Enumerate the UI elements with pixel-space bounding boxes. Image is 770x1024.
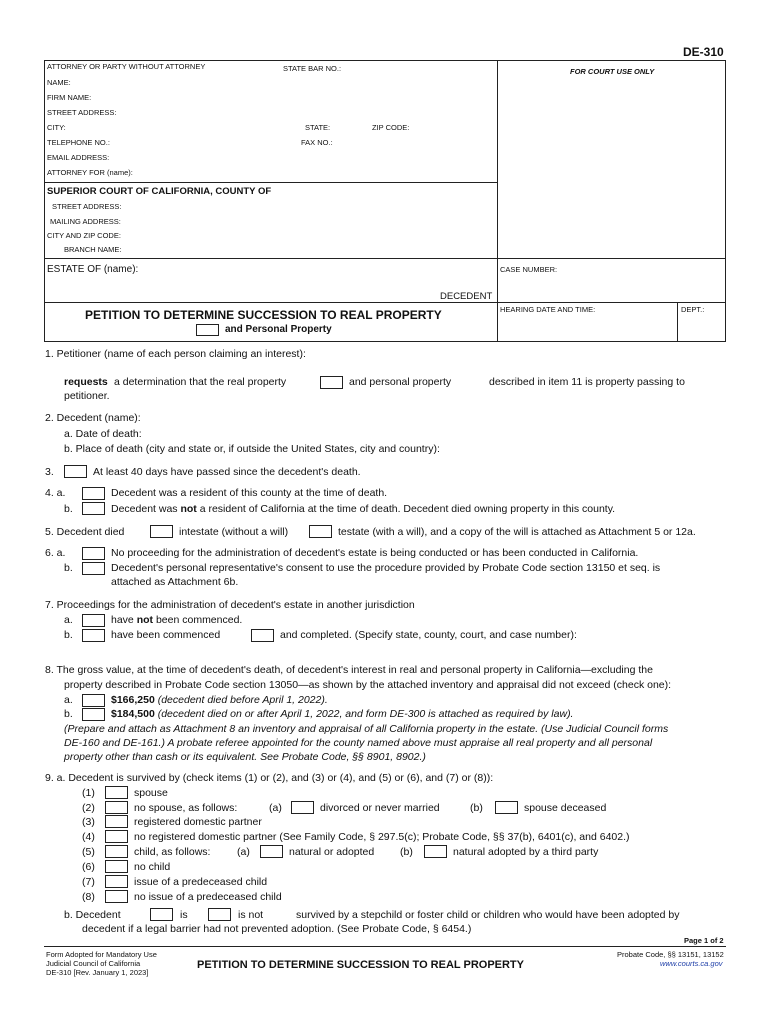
phone-label[interactable]: TELEPHONE NO.: bbox=[47, 138, 110, 147]
court-use-label: FOR COURT USE ONLY bbox=[570, 67, 655, 76]
item9-7-text: issue of a predeceased child bbox=[134, 876, 268, 888]
no-domestic-partner-checkbox[interactable] bbox=[105, 830, 128, 843]
footer-url-link[interactable]: www.courts.ca.gov bbox=[660, 959, 723, 968]
item4b-number: b. bbox=[64, 503, 73, 515]
personal-property-checkbox[interactable] bbox=[196, 324, 219, 336]
court-street-label[interactable]: STREET ADDRESS: bbox=[52, 202, 122, 211]
item9-6-number: (6) bbox=[82, 861, 95, 873]
item5a-text-inner: intestate (without a will) bbox=[179, 526, 289, 538]
court-title: SUPERIOR COURT OF CALIFORNIA, COUNTY OF bbox=[47, 186, 272, 197]
case-number-label[interactable]: CASE NUMBER: bbox=[500, 265, 558, 274]
name-label[interactable]: NAME: bbox=[47, 78, 71, 87]
header-right-border bbox=[725, 60, 726, 342]
item4-number: 4. a. bbox=[45, 487, 66, 499]
footer-adopted3: DE-310 [Rev. January 1, 2023] bbox=[46, 968, 149, 977]
item9-5b-text: natural adopted by a third party bbox=[453, 846, 599, 858]
item7b-text: have been commenced bbox=[111, 629, 221, 641]
item4b-not: not bbox=[180, 503, 197, 515]
dept-divider bbox=[677, 302, 678, 342]
item6-number: 6. a. bbox=[45, 547, 66, 559]
item4a-text: Decedent was a resident of this county at the time of death. bbox=[111, 487, 388, 499]
item9-2b-text: spouse deceased bbox=[524, 802, 607, 814]
item8a-amount: $166,250 bbox=[111, 694, 155, 706]
item4b-text-1: Decedent was bbox=[111, 503, 178, 515]
item9-2-text: no spouse, as follows: bbox=[134, 802, 238, 814]
item8a-text bbox=[111, 694, 328, 706]
item7-label: 7. Proceedings for the administration of decedent's estate in another jurisdiction bbox=[45, 599, 415, 611]
item9b-text2-inner: decedent if a legal barrier had not prevented adoption. (See Probate Code, § 6454.) bbox=[82, 923, 472, 935]
item9-5a-text: natural or adopted bbox=[289, 846, 375, 858]
item9-3-number: (3) bbox=[82, 816, 95, 828]
item9-3-text: registered domestic partner bbox=[134, 816, 262, 828]
item9b-is-not: is not bbox=[238, 909, 264, 921]
item1-label: 1. Petitioner (name of each person claiming an interest): bbox=[45, 348, 306, 360]
stepchild-is-checkbox[interactable] bbox=[150, 908, 173, 921]
item9-2a-number: (a) bbox=[269, 802, 282, 814]
court-section-border bbox=[44, 182, 498, 183]
item8b-text bbox=[111, 708, 573, 720]
item2b-label: b. Place of death (city and state or, if outside the United States, city and country): bbox=[64, 443, 440, 455]
item6b-number: b. bbox=[64, 562, 73, 574]
item9-7-number: (7) bbox=[82, 876, 95, 888]
title-left-border bbox=[44, 302, 45, 342]
item9-5-number: (5) bbox=[82, 846, 95, 858]
zip-label[interactable]: ZIP CODE: bbox=[372, 123, 410, 132]
email-label[interactable]: EMAIL ADDRESS: bbox=[47, 153, 110, 162]
court-city-label[interactable]: CITY AND ZIP CODE: bbox=[47, 231, 121, 240]
footer-adopted2: Judicial Council of California bbox=[46, 959, 141, 968]
item9b-text2 bbox=[82, 923, 471, 935]
item5a-text bbox=[179, 526, 288, 538]
item6b-checkbox[interactable] bbox=[82, 562, 105, 575]
item9-4-text: no registered domestic partner (See Family Code, § 297.5(c); Probate Code, §§ 37(b), 6401(c), and 6402.) bbox=[134, 831, 630, 843]
item9-8-text: no issue of a predeceased child bbox=[134, 891, 282, 903]
item7a-text-2: been commenced. bbox=[155, 614, 243, 626]
header-bottom-border bbox=[44, 341, 726, 342]
no-issue-checkbox[interactable] bbox=[105, 890, 128, 903]
form-title: PETITION TO DETERMINE SUCCESSION TO REAL PROPERTY bbox=[85, 308, 442, 322]
item6b-text: Decedent's personal representative's consent to use the procedure provided by Probate Code section 13150 et seq. is bbox=[111, 562, 661, 574]
item9-label: 9. a. Decedent is survived by (check items (1) or (2), and (3) or (4), and (5) or (6), and (7) or (8)): bbox=[45, 772, 494, 784]
no-spouse-checkbox[interactable] bbox=[105, 801, 128, 814]
estate-section-border bbox=[44, 258, 726, 259]
item8-para3: property other than cash or its equivalent. See Probate Code, §§ 8901, 8902.) bbox=[64, 751, 426, 763]
item8b-number: b. bbox=[64, 708, 73, 720]
title-section-border bbox=[44, 302, 726, 303]
item1-requests: requests bbox=[64, 376, 108, 388]
estate-label-text: ESTATE OF (name): bbox=[47, 264, 139, 275]
item7c-text: and completed. (Specify state, county, court, and case number): bbox=[280, 629, 577, 641]
item8-line2: property described in Probate Code section 13050—as shown by the attached inventory and appraisal did not exceed (check one): bbox=[64, 679, 672, 691]
item9b-is: is bbox=[180, 909, 188, 921]
item9b-label: b. Decedent bbox=[64, 909, 121, 921]
item4a-checkbox[interactable] bbox=[82, 487, 105, 500]
item2a-label: a. Date of death: bbox=[64, 428, 142, 440]
stepchild-is-not-checkbox[interactable] bbox=[208, 908, 231, 921]
item8b-amount: $184,500 bbox=[111, 708, 155, 720]
state-label[interactable]: STATE: bbox=[305, 123, 331, 132]
natural-adopted-checkbox[interactable] bbox=[260, 845, 283, 858]
item5b-text: testate (with a will), and a copy of the will is attached as Attachment 5 or 12a. bbox=[338, 526, 696, 538]
dept-label[interactable]: DEPT.: bbox=[681, 305, 705, 314]
item7a-text bbox=[111, 614, 242, 626]
divorced-checkbox[interactable] bbox=[291, 801, 314, 814]
item9b-text: survived by a stepchild or foster child or children who would have been adopted by bbox=[296, 909, 680, 921]
item6b-text2: attached as Attachment 6b. bbox=[111, 576, 239, 588]
footer-adopted1: Form Adopted for Mandatory Use bbox=[46, 950, 157, 959]
page-number: Page 1 of 2 bbox=[684, 936, 724, 945]
footer-title: PETITION TO DETERMINE SUCCESSION TO REAL PROPERTY bbox=[197, 959, 524, 971]
item9-2-number: (2) bbox=[82, 802, 95, 814]
item8b-desc: (decedent died on or after April 1, 2022, and form DE-300 is attached as required by law). bbox=[157, 708, 574, 720]
footer-divider bbox=[44, 946, 726, 947]
item4b-checkbox[interactable] bbox=[82, 502, 105, 515]
court-branch-label[interactable]: BRANCH NAME: bbox=[64, 245, 122, 254]
item8a-desc: (decedent died before April 1, 2022). bbox=[157, 694, 328, 706]
header-top-border bbox=[44, 60, 726, 61]
item3-number: 3. bbox=[45, 466, 54, 478]
item6a-checkbox[interactable] bbox=[82, 547, 105, 560]
item7b-number: b. bbox=[64, 629, 73, 641]
estate-label[interactable] bbox=[47, 264, 138, 275]
court-mailing-label[interactable]: MAILING ADDRESS: bbox=[50, 217, 121, 226]
item1-text-d: petitioner. bbox=[64, 390, 110, 402]
footer-code: Probate Code, §§ 13151, 13152 bbox=[617, 950, 724, 959]
item7b-checkbox[interactable] bbox=[82, 629, 105, 642]
spouse-checkbox[interactable] bbox=[105, 786, 128, 799]
decedent-label: DECEDENT bbox=[440, 291, 493, 302]
intestate-checkbox[interactable] bbox=[150, 525, 173, 538]
item9-8-number: (8) bbox=[82, 891, 95, 903]
attorney-label: ATTORNEY OR PARTY WITHOUT ATTORNEY bbox=[47, 62, 206, 71]
item6a-text: No proceeding for the administration of decedent's estate is being conducted or has been conducted in California. bbox=[111, 547, 639, 559]
item2-label: 2. Decedent (name): bbox=[45, 412, 141, 424]
issue-predeceased-checkbox[interactable] bbox=[105, 875, 128, 888]
street-label[interactable]: STREET ADDRESS: bbox=[47, 108, 117, 117]
item9-4-number: (4) bbox=[82, 831, 95, 843]
item9-2b-number: (b) bbox=[470, 802, 483, 814]
item8-para1: (Prepare and attach as Attachment 8 an inventory and appraisal of all California property in the estate. (Use Judicial Council forms bbox=[64, 723, 669, 735]
item9-1-number: (1) bbox=[82, 787, 95, 799]
item7a-text-1: have bbox=[111, 614, 134, 626]
no-child-checkbox[interactable] bbox=[105, 860, 128, 873]
testate-checkbox[interactable] bbox=[309, 525, 332, 538]
item8a-number: a. bbox=[64, 694, 73, 706]
item3-text: At least 40 days have passed since the decedent's death. bbox=[93, 466, 361, 478]
real-property-checkbox[interactable] bbox=[320, 376, 343, 389]
item7a-not: not bbox=[136, 614, 154, 626]
item7c-checkbox[interactable] bbox=[251, 629, 274, 642]
city-label[interactable]: CITY: bbox=[47, 123, 66, 132]
form-subtitle: and Personal Property bbox=[225, 324, 332, 335]
item9-5a-number: (a) bbox=[237, 846, 250, 858]
item8b-checkbox[interactable] bbox=[82, 708, 105, 721]
fax-label[interactable]: FAX NO.: bbox=[301, 138, 333, 147]
item9-5b-number: (b) bbox=[400, 846, 413, 858]
third-party-checkbox[interactable] bbox=[424, 845, 447, 858]
child-checkbox[interactable] bbox=[105, 845, 128, 858]
firm-label[interactable]: FIRM NAME: bbox=[47, 93, 92, 102]
hearing-label[interactable]: HEARING DATE AND TIME: bbox=[500, 305, 596, 314]
court-use-divider bbox=[497, 60, 498, 342]
item8-para2: DE-160 and DE-161.) A probate referee appointed for the county named above must appraise all real property and all personal bbox=[64, 737, 653, 749]
item1-text-c: described in item 11 is property passing to bbox=[489, 376, 685, 388]
form-number: DE-310 bbox=[683, 45, 724, 59]
item8-line1: 8. The gross value, at the time of decedent's death, of decedent's interest in real and personal property in California—excluding the bbox=[45, 664, 653, 676]
item5-label: 5. Decedent died bbox=[45, 526, 125, 538]
item1-text-b: and personal property bbox=[349, 376, 452, 388]
spouse-deceased-checkbox[interactable] bbox=[495, 801, 518, 814]
attorney-for-label[interactable]: ATTORNEY FOR (name): bbox=[47, 168, 133, 177]
item7a-number: a. bbox=[64, 614, 73, 626]
item3-checkbox[interactable] bbox=[64, 465, 87, 478]
item9-5-text: child, as follows: bbox=[134, 846, 211, 858]
item9-2a-text: divorced or never married bbox=[320, 802, 440, 814]
header-left-border bbox=[44, 60, 45, 302]
item8a-checkbox[interactable] bbox=[82, 694, 105, 707]
item1-text-a: a determination that the real property bbox=[114, 376, 287, 388]
item4b-text bbox=[111, 503, 615, 515]
item4b-text-2: a resident of California at the time of death. Decedent died owning property in this county. bbox=[199, 503, 616, 515]
item9-6-text: no child bbox=[134, 861, 171, 873]
state-bar-label: STATE BAR NO.: bbox=[283, 64, 342, 73]
item7a-checkbox[interactable] bbox=[82, 614, 105, 627]
domestic-partner-checkbox[interactable] bbox=[105, 815, 128, 828]
item9-1-text: spouse bbox=[134, 787, 168, 799]
